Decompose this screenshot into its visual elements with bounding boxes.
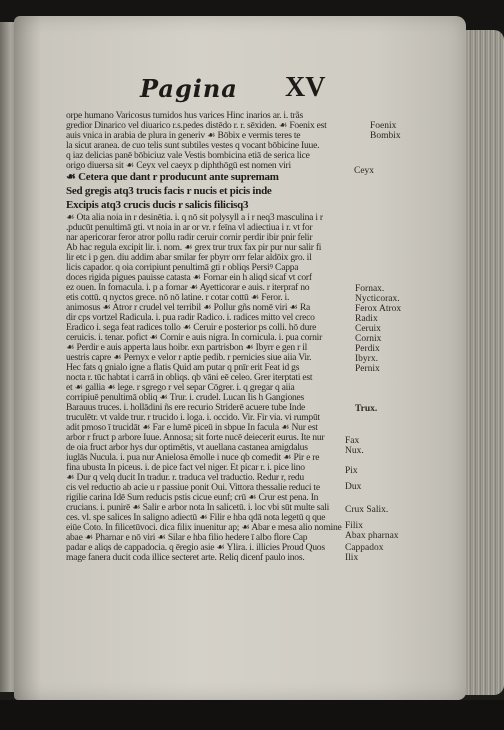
text-line: ☙ Ota alia noia in r desinētia. i. q nō sit polysyll a i r neq3 masculina i r	[66, 213, 323, 223]
margin-note: Crux Salix.	[345, 505, 389, 515]
text-line: ceruicis. i. tenar. pofict ☙ Cornir e auis nigra. In cornicula. i. pua cornir	[66, 333, 323, 343]
margin-note: Perdix	[355, 344, 380, 354]
text-line: et ☙ gallia ☙ lege. r sgrego r vel separ Cōgrer. i. q gregar q aiia	[66, 383, 295, 393]
margin-note: Ibyrx.	[355, 354, 378, 364]
margin-note: Ceyx	[354, 166, 375, 176]
margin-note: Fornax.	[355, 284, 385, 294]
text-line: licis capador. q oia corripiunt penultimā gti r obliqs Persiꝰ Cappa	[66, 263, 299, 273]
text-line: ez ouen. In fornacula. i. p a fornar ☙ Ayetticorar e auis. r iterpraf no	[66, 283, 310, 293]
text-line: la sicut aranea. de cuo telis sunt subtiles vestes q vocant bōbicine Iuue.	[66, 141, 320, 151]
text-line: corripiuē penultimā obliq ☙ Trur. i. crudel. Lucan Iis h Gangiones	[66, 393, 305, 403]
margin-note: Cappadox	[345, 543, 384, 553]
text-line: rigilie carina Idē Sum reducis pstis cicue eunf; crū ☙ Crur est pena. In	[66, 493, 319, 503]
page-label: Pagina	[140, 74, 238, 103]
text-line: uestris capre ☙ Pernyx e velor r aptie pedib. r pernicies siue aiia Vir.	[66, 353, 312, 363]
text-line: animosus ☙ Atror r crudel vel terribil ☙ Pollur gñs nomē viri ☙ Ra	[66, 303, 311, 313]
margin-note: Nux.	[345, 446, 364, 456]
margin-note: Cornix	[355, 334, 382, 344]
text-line: .pducūt penultimā gti. vt noia in ar or vr. r feīna vl adiectiua i r. vt for	[66, 223, 313, 233]
margin-note: Ilix	[345, 553, 359, 563]
text-line: Eradico i. sega feat radices tollo ☙ Ceruir e posterior ps colli. hō dure	[66, 323, 317, 333]
text-line: truculētr. vt valde trur. r trucido i. loga. i. occido. Vir. Fir via. vi rumpūt	[66, 413, 320, 423]
margin-note: Filix	[345, 521, 363, 531]
text-line: Hec fats q gnialo igne a flatis Quid am putar q pnīr erit Feat id gs	[66, 363, 300, 373]
margin-note: Dux	[345, 482, 362, 492]
margin-note: Foenix	[370, 121, 397, 131]
text-line: nocta r. tūc habtat i carrā in obliqs. qb vāni eē celeo. Grer iterptati est	[66, 373, 313, 383]
text-line: abae ☙ Pharnar e nō viri ☙ Silar e hba filio hedere ī albo flore Cap	[66, 533, 308, 543]
text-line: Ab hac regula excipit lir. i. nom. ☙ grex trur trux fax pir pur nur salir fi	[66, 243, 322, 253]
verse-line: ☙ Cetera que dant r producunt ante supremam	[66, 171, 279, 183]
margin-note: Pernix	[355, 364, 380, 374]
page-number: XV	[285, 72, 326, 103]
page-stack-edges	[462, 30, 504, 695]
text-line: origo diuersa sit ☙ Ceyx vel caeyx p diphthōgū est nomen viri	[66, 161, 291, 171]
bottom-background	[0, 700, 504, 730]
text-line: q iaz delicias panē bōbiciuz vale Vestis bombicina etiā de serica lice	[66, 151, 310, 161]
text-line: Barauus truces. i. hollādini ñs ere recurio Striderē acuere tube Inde	[66, 403, 306, 413]
text-line: orpe humano Varicosus tumidos hus varices Hinc inarios ar. i. trãs	[66, 111, 303, 121]
text-line: auis vnica in arabia de plura in generiv ☙ Bōbix e vermis teres te	[66, 131, 301, 141]
text-line: lir etc i p gen. diu addim abar smilar fer pbyrr orrr felar aldōix gro. il	[66, 253, 312, 263]
margin-note: Trux.	[355, 404, 378, 414]
text-line: fina ubusta In piceus. i. de pice fact vel niger. Et picar r. i. pice lino	[66, 463, 305, 473]
verse-line: Sed gregis atq3 trucis facis r nucis et picis inde	[66, 185, 272, 197]
margin-note: Bombix	[370, 131, 401, 141]
margin-note: Fax	[345, 436, 360, 446]
margin-note: Abax pharnax	[345, 531, 399, 541]
text-line: gredior Dinarico vel diuarico r.s.pedes distēdo r. r. sēxiden. ☙ Foenix est	[66, 121, 327, 131]
margin-note: Radix	[355, 314, 378, 324]
text-line: adit pmoso ī trucidāt ☙ Far e lumē piceū in sbpue In facula ☙ Nur est	[66, 423, 318, 433]
verse-line: Excipis atq3 crucis ducis r salicis filicisq3	[66, 199, 249, 211]
text-line: padar e aliqs de cappadocia. q ēregio asie ☙ Ylira. i. illicies Proud Quos	[66, 543, 325, 553]
text-line: iuglās Nucula. i. pua nur Anielosa ēmolle i nuce qb comedit ☙ Pir e re	[66, 453, 320, 463]
margin-note: Pix	[345, 466, 358, 476]
text-line: nar apericorar feror atror pollu radir ceruir cornir perdir ibir pnir felir	[66, 233, 313, 243]
text-line: arbor r fruct p arbore Iuue. Annosa; sit forte nucē deiecerit eurus. Ite nur	[66, 433, 325, 443]
text-line: ☙ Perdir e auis apperta laus hoibr. exn partrisbon ☙ Ibyrr e gen r il	[66, 343, 308, 353]
text-line: de oia fruct arbor hys dur optimētis, vt auellana castanea amigdalus	[66, 443, 308, 453]
page-header	[140, 72, 326, 108]
text-line: crucians. i. punirē ☙ Salir e arbor nota In salicetū. i. loc vbi sūt multe sali	[66, 503, 329, 513]
text-line: eiūe Coto. In filicetūvoci. dica filix inuenitur ap; ☙ Abar e mesa alio nomine	[66, 523, 342, 533]
text-line: etis cottū. q nyctos grece. nō nō latine. r cotar cottū ☙ Feror. i.	[66, 293, 290, 303]
margin-note: Nycticorax.	[355, 294, 400, 304]
margin-note: Ceruix	[355, 324, 381, 334]
text-line: ☙ Dur q velq ducit In tradur. r. traduca vel traductio. Redur r, redu	[66, 473, 304, 483]
text-line: doces rigida pigues pauisse catasta ☙ Fornar ein h aliqd sicaf vt corf	[66, 273, 312, 283]
text-line: mage fanera ducit coda illice secteret arte. Reliq dicenf paulo inos.	[66, 553, 305, 563]
text-line: cis vel reductio ab acie u r passiue ponit Oui. Vittora thessalie reduci te	[66, 483, 320, 493]
text-line: ces. vl. spe salices In saligno adiectū ☙ Filir e hba qdā nota legetū q que	[66, 513, 326, 523]
margin-note: Ferox Atrox	[355, 304, 402, 314]
text-line: dir cps vortzel Radicula. i. pua radir Radico. i. radices mitto vel creco	[66, 313, 315, 323]
